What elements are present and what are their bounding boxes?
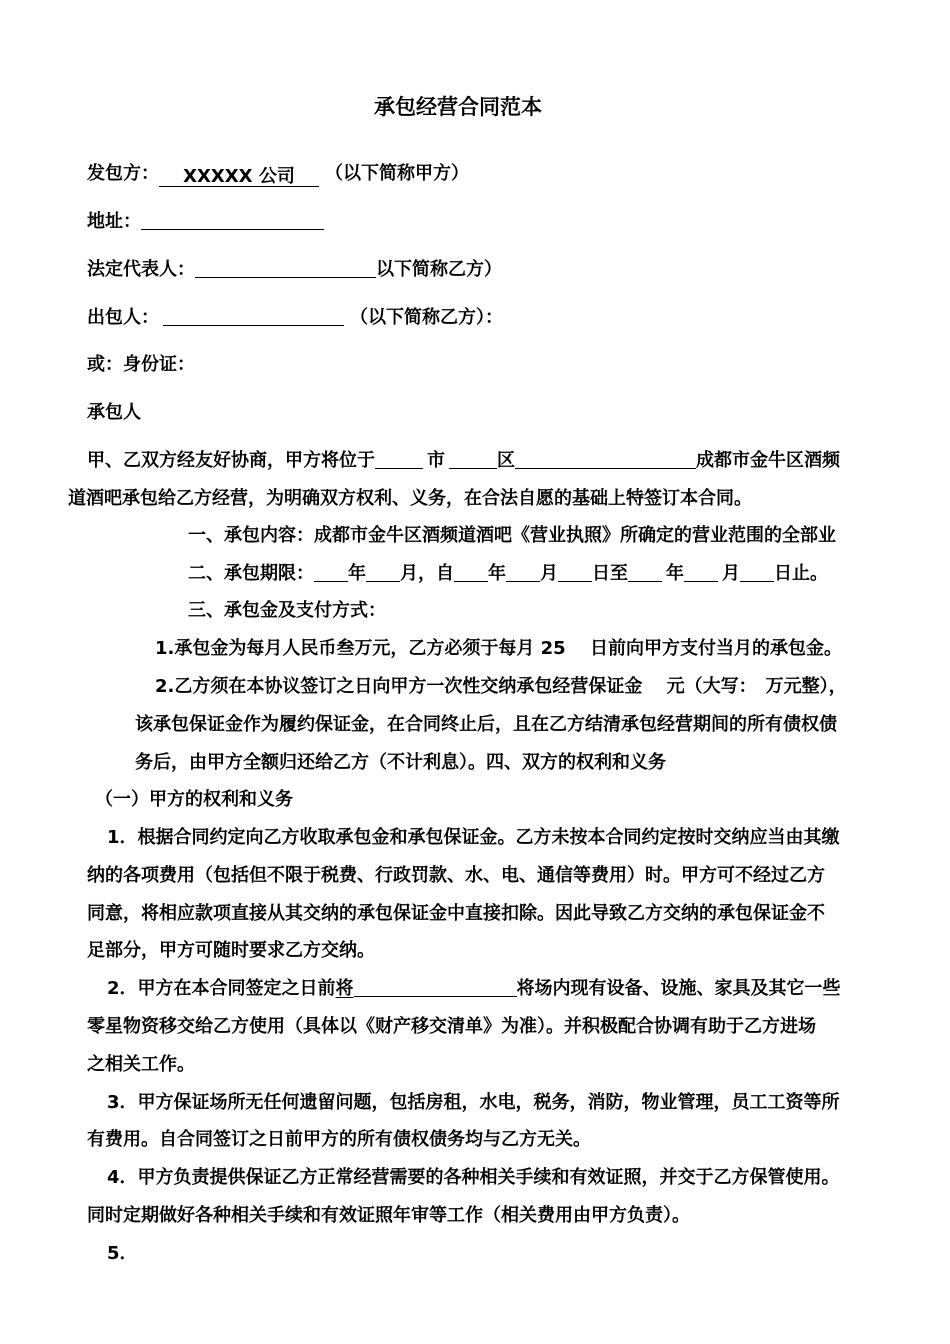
- city-blank: [375, 448, 423, 469]
- legal-rep-note: 以下简称乙方）: [376, 259, 502, 280]
- contractor-line: 承包人: [87, 402, 141, 423]
- clause-2-rest: 将场内现有设备、设施、家具及其它一些: [516, 978, 841, 999]
- id-card-line: 或：身份证：: [87, 354, 195, 375]
- party-a-name-blank: [159, 164, 319, 187]
- address-label: 地址：: [87, 211, 141, 232]
- term-year-blank-3: [628, 561, 662, 582]
- city-label: 市: [427, 450, 445, 471]
- party-a-line: [87, 161, 469, 187]
- party-a-name: XXXXX 公司: [183, 166, 295, 187]
- term-year-blank-1: [314, 561, 348, 582]
- section-1-content: 一、承包内容：成都市金牛区酒频道酒吧《营业执照》所确定的营业范围的全部业: [188, 525, 836, 546]
- clause-2-line-1: [107, 976, 841, 1002]
- term-month-blank-1: [366, 561, 400, 582]
- payment-item-2-line-1: 2.乙方须在本协议签订之日向甲方一次性交纳承包经营保证金 元（大写： 万元整），: [155, 676, 847, 697]
- term-day-blank-2: [740, 561, 774, 582]
- intro-line-2: 道酒吧承包给乙方经营，为明确双方权利、义务，在合法自愿的基础上特签订本合同。: [68, 488, 752, 509]
- document-title: 承包经营合同范本: [374, 95, 542, 119]
- payment-item-2-line-2: 该承包保证金作为履约保证金，在合同终止后，且在乙方结清承包经营期间的所有债权债: [135, 714, 837, 735]
- legal-rep-blank: [195, 257, 376, 278]
- term-day-to: 日至: [592, 563, 628, 584]
- address-line: [87, 209, 324, 235]
- term-month-1: 月，自: [400, 563, 454, 584]
- payment-item-1: 1.承包金为每月人民币叁万元，乙方必须于每月 25 日前向甲方支付当月的承包金。: [155, 638, 842, 659]
- address-blank: [141, 209, 324, 230]
- term-month-3: 月: [722, 563, 740, 584]
- term-day-blank-1: [558, 561, 592, 582]
- clause-2-blank: [354, 976, 517, 997]
- legal-rep-line: [87, 257, 502, 283]
- clause-2-line-2: 零星物资移交给乙方使用（具体以《财产移交清单》为准）。并积极配合协调有助于乙方进场: [87, 1016, 816, 1037]
- payment-item-2-line-3: 务后，由甲方全额归还给乙方（不计利息）。四、双方的权利和义务: [135, 752, 666, 773]
- location-blank: [515, 448, 696, 469]
- lessor-note: （以下简称乙方）：: [350, 307, 503, 328]
- clause-5: 5．: [107, 1243, 138, 1264]
- clause-1-line-3: 同意，将相应款项直接从其交纳的承包保证金中直接扣除。因此导致乙方交纳的承包保证金不: [87, 903, 825, 924]
- clause-1-line-2: 纳的各项费用（包括但不限于税费、行政罚款、水、电、通信等费用）时。甲方可不经过乙方: [87, 865, 825, 886]
- party-a-note: （以下简称甲方）: [325, 163, 469, 184]
- term-label: 二、承包期限：: [188, 563, 314, 584]
- term-month-blank-2: [506, 561, 540, 582]
- intro-text-2: 成都市金牛区酒频: [696, 450, 840, 471]
- intro-text-1: 甲、乙双方经友好协商，甲方将位于: [87, 450, 375, 471]
- clause-1-line-1: 1．根据合同约定向乙方收取承包金和承包保证金。乙方未按本合同约定按时交纳应当由其缴: [107, 827, 840, 848]
- district-label: 区: [497, 450, 515, 471]
- term-year-blank-2: [454, 561, 488, 582]
- section-2-term: [188, 561, 828, 587]
- lessor-line: [87, 305, 503, 331]
- clause-2-line-3: 之相关工作。: [87, 1054, 195, 1075]
- term-month-blank-3: [684, 561, 718, 582]
- district-blank: [449, 448, 497, 469]
- lessor-blank: [163, 305, 344, 326]
- term-year-1: 年: [348, 563, 366, 584]
- clause-1-line-4: 足部分，甲方可随时要求乙方交纳。: [87, 940, 375, 961]
- term-day-end: 日止。: [774, 563, 828, 584]
- term-month-2: 月: [540, 563, 558, 584]
- lessor-label: 出包人：: [87, 307, 159, 328]
- clause-4-line-2: 同时定期做好各种相关手续和有效证照年审等工作（相关费用由甲方负责）。: [87, 1205, 690, 1226]
- clause-4-line-1: 4．甲方负责提供保证乙方正常经营需要的各种相关手续和有效证照，并交于乙方保管使用。: [107, 1167, 840, 1188]
- section-3-payment: 三、承包金及支付方式：: [188, 600, 386, 621]
- party-a-label: 发包方：: [87, 163, 159, 184]
- term-year-3: 年: [666, 563, 684, 584]
- clause-2-underlined: 将: [335, 978, 354, 999]
- legal-rep-label: 法定代表人：: [87, 259, 195, 280]
- clause-2-text: 2．甲方在本合同签定之日前: [107, 978, 336, 999]
- clause-3-line-2: 有费用。自合同签订之日前甲方的所有债权债务均与乙方无关。: [87, 1129, 591, 1150]
- term-year-2: 年: [488, 563, 506, 584]
- intro-line-1: [87, 448, 840, 474]
- clause-3-line-1: 3．甲方保证场所无任何遗留问题，包括房租，水电，税务，消防，物业管理，员工工资等所: [107, 1092, 840, 1113]
- subsection-party-a-rights: （一）甲方的权利和义务: [95, 789, 293, 810]
